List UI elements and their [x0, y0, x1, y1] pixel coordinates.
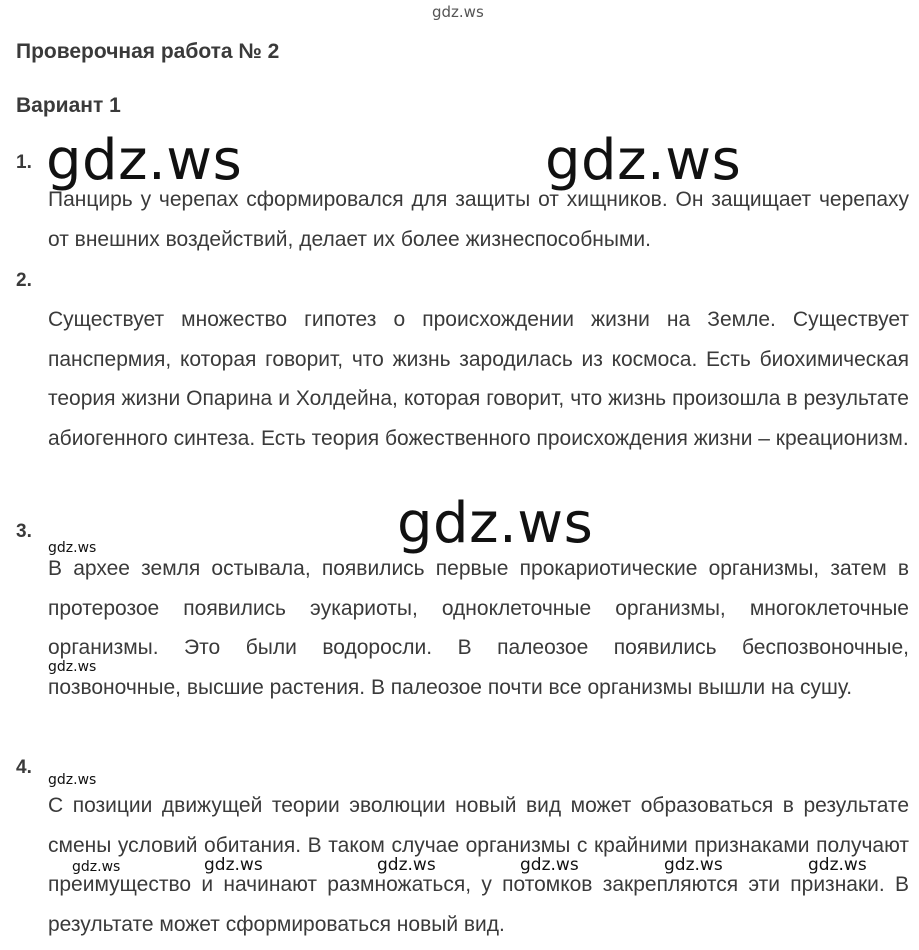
watermark-small: gdz.ws	[48, 659, 97, 675]
answer-text-2: Существует множество гипотез о происхождении жизни на Земле. Существует панспермия, которая говорит, что жизнь зародилась из космоса. Есть биохимическая теория жизни Опарина и Холдейна, которая говорит, что жизнь произошла в результате абиогенного синтеза. Есть теория божественного происхождения жизни – креационизм.	[48, 308, 909, 450]
answer-text-1: Панцирь у черепах сформировался для защиты от хищников. Он защищает черепаху от внешних воздействий, делает их более жизнеспособными.	[48, 188, 909, 251]
watermark-large: gdz.ws	[545, 128, 742, 193]
watermark-small: gdz.ws	[520, 855, 579, 875]
answer-number-2: 2.	[16, 270, 32, 291]
watermark-small: gdz.ws	[72, 859, 121, 875]
watermark-small: gdz.ws	[808, 855, 867, 875]
answer-number-4: 4.	[16, 757, 32, 778]
answer-number-3: 3.	[16, 521, 32, 542]
answer-text-4: С позиции движущей теории эволюции новый вид может образоваться в результате смены условий обитания. В таком случае организмы с крайними признаками получают преимущество и начинают размножаться, у потомков закрепляются эти признаки. В результате может сформироваться новый вид.	[48, 794, 909, 936]
watermark-large: gdz.ws	[46, 128, 243, 193]
watermark-small: gdz.ws	[664, 855, 723, 875]
variant-heading: Вариант 1	[16, 94, 121, 117]
watermark-large: gdz.ws	[397, 491, 594, 556]
watermark-small: gdz.ws	[48, 772, 97, 788]
page-title: Проверочная работа № 2	[16, 40, 280, 63]
watermark-small: gdz.ws	[377, 855, 436, 875]
watermark-small: gdz.ws	[48, 540, 97, 556]
watermark-small: gdz.ws	[204, 855, 263, 875]
answer-text-3: В архее земля остывала, появились первые прокариотические организмы, затем в протерозое появились эукариоты, одноклеточные организмы, многоклеточные организмы. Это были водоросли. В палеозое появились беспозвоночные, позвоночные, высшие растения. В палеозое почти все организмы вышли на сушу.	[48, 557, 909, 699]
answer-number-1: 1.	[16, 152, 32, 173]
watermark-top: gdz.ws	[432, 3, 484, 21]
